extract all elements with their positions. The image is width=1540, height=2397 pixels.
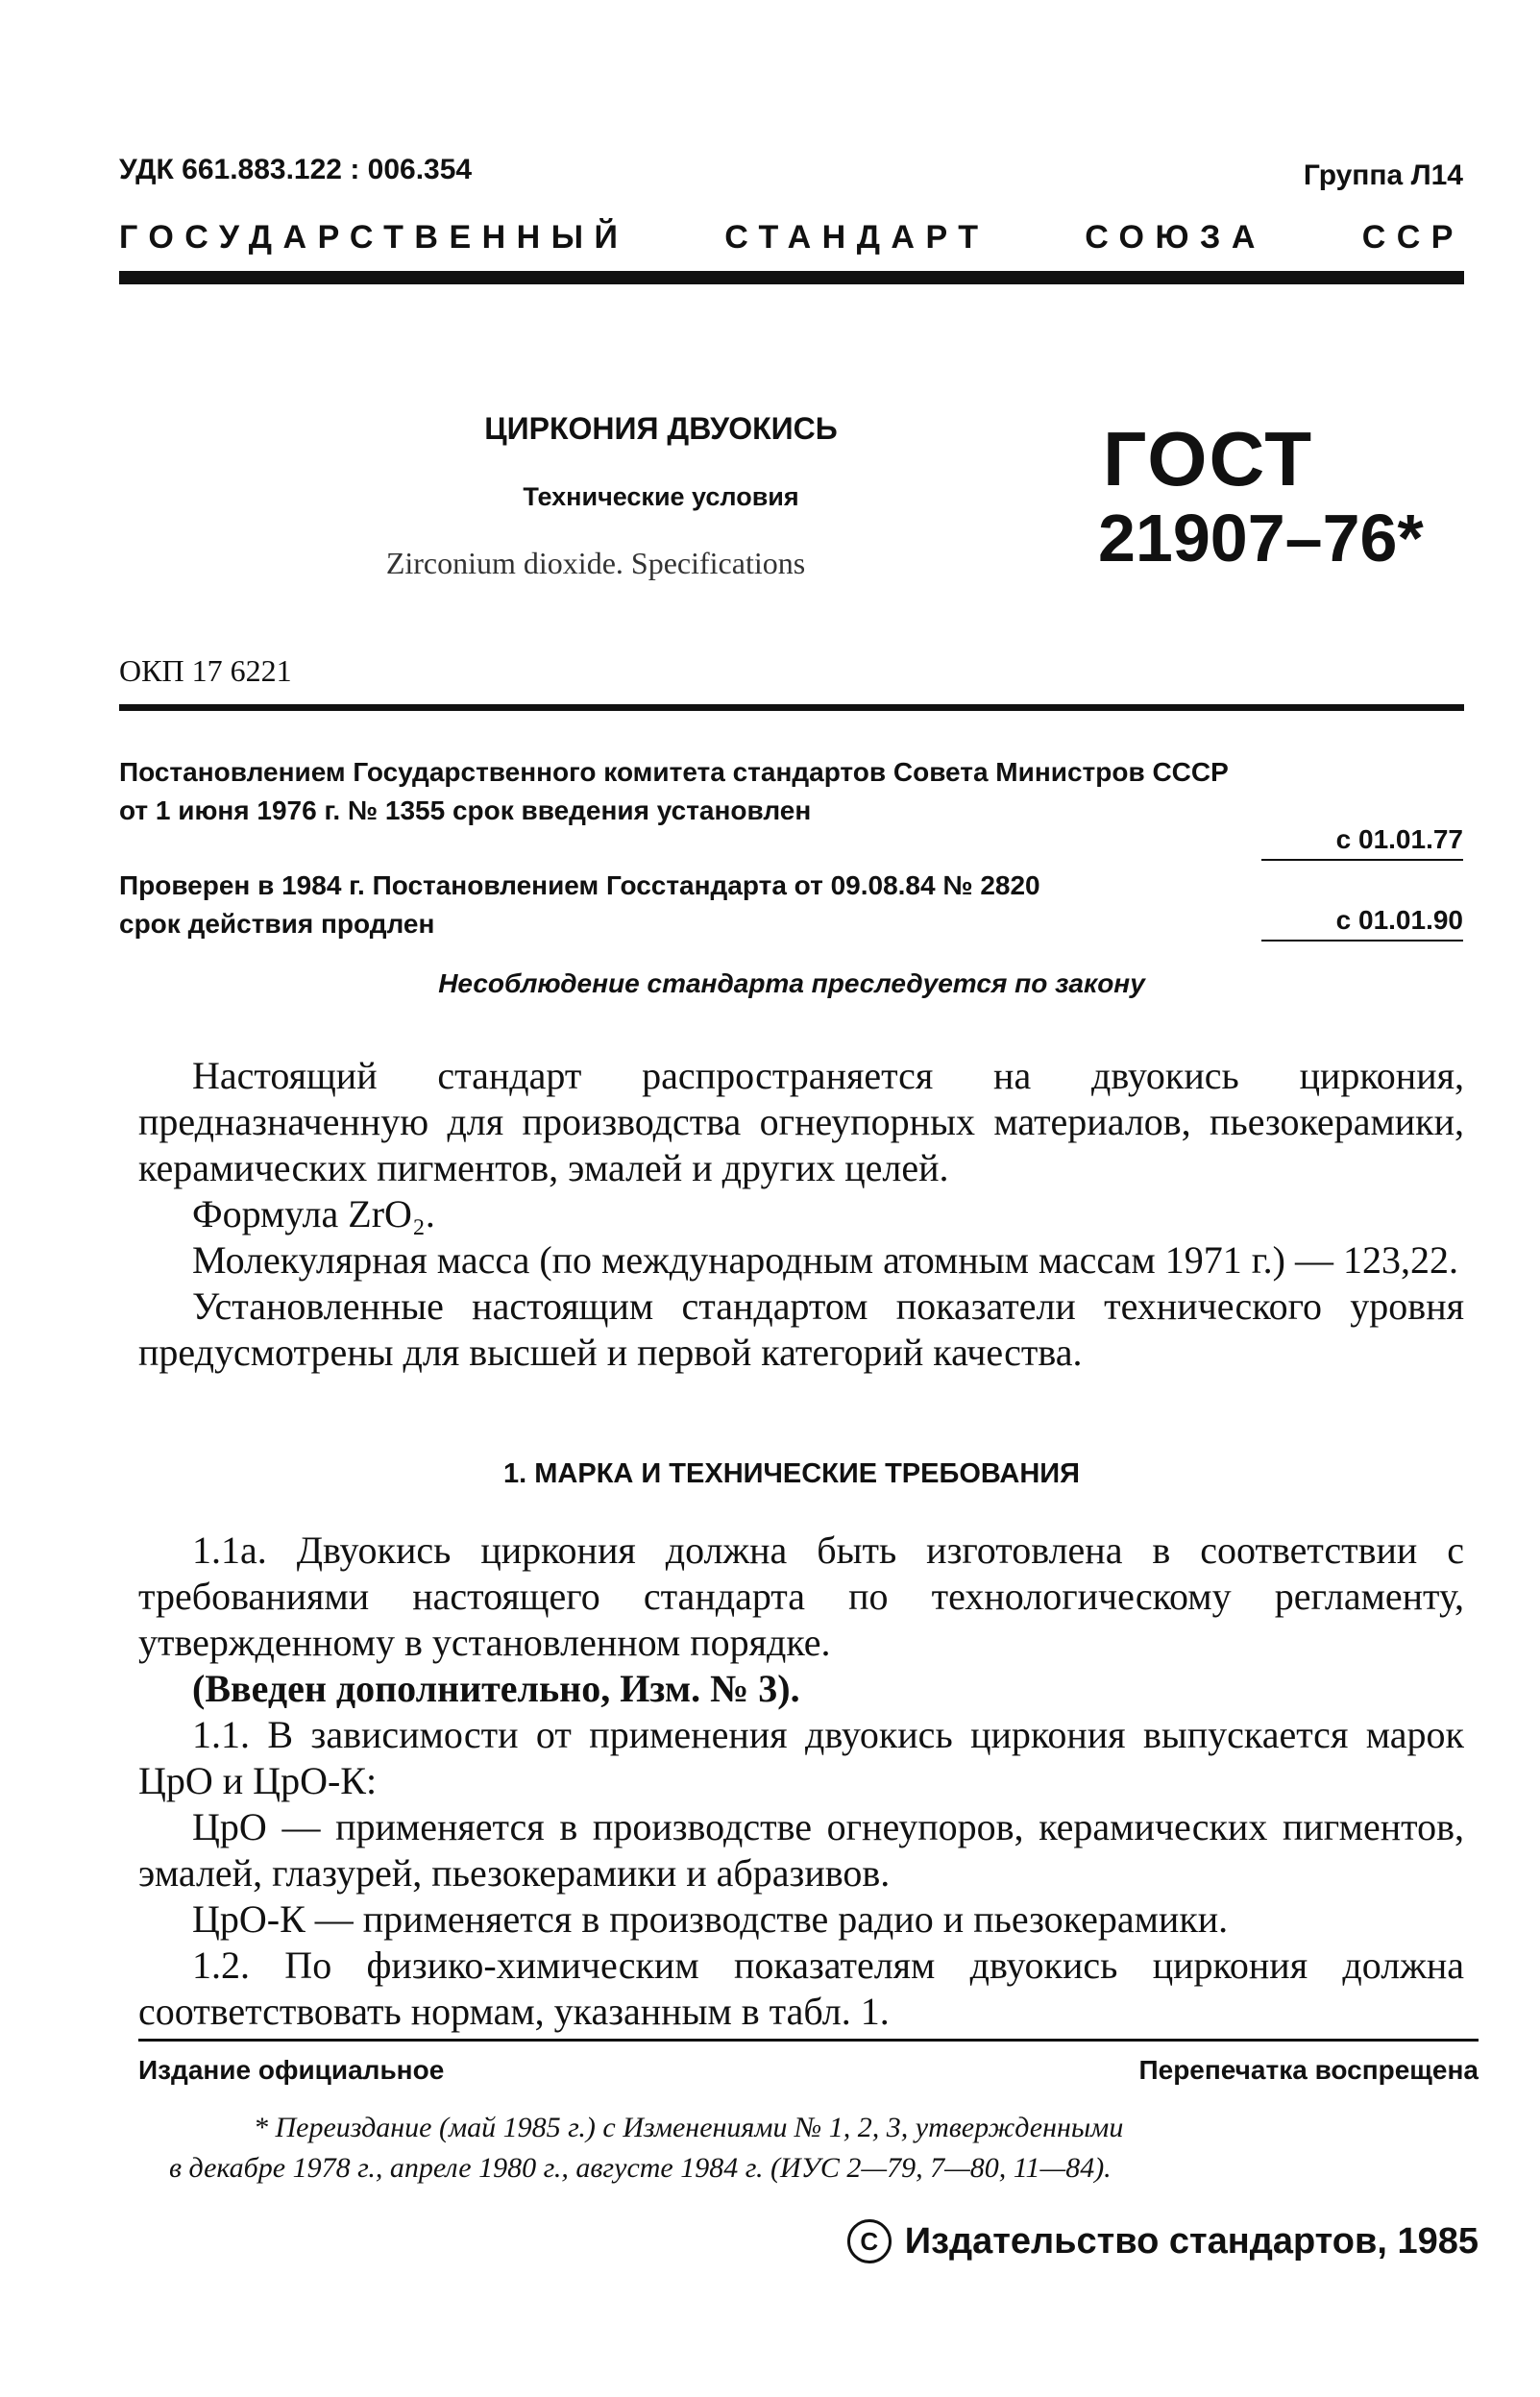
state-word-2: СТАНДАРТ — [724, 219, 990, 256]
review-block — [119, 867, 1040, 943]
copyright-line — [847, 2219, 1479, 2263]
section-1-body — [138, 1528, 1464, 2035]
extended-date: с 01.01.90 — [1261, 905, 1463, 942]
section-heading: 1. МАРКА И ТЕХНИЧЕСКИЕ ТРЕБОВАНИЯ — [503, 1458, 1080, 1489]
decree-line-1: Постановлением Государственного комитета стандартов Совета Министров СССР — [119, 757, 1229, 787]
paragraph-1-1: 1.1. В зависимости от применения двуокись циркония выпускается марок ЦрО и ЦрО-К: — [138, 1713, 1464, 1802]
udk-code: УДК 661.883.122 : 006.354 — [119, 154, 473, 185]
state-word-3: СОЮЗА — [1085, 219, 1266, 256]
reissue-footnote — [119, 2108, 1464, 2189]
intro-section — [138, 1053, 1464, 1376]
gost-number: 21907–76* — [1098, 501, 1424, 575]
footer-rule — [138, 2039, 1479, 2042]
state-standard-heading — [119, 219, 1464, 257]
official-edition: Издание официальное — [138, 2055, 445, 2085]
intro-paragraph-1: Настоящий стандарт распространяется на двуокись циркония, предназначенную для производства огнеупорных материалов, пьезокерамики, керамических пигментов, эмалей и других целей. — [138, 1054, 1464, 1189]
document-title: ЦИРКОНИЯ ДВУОКИСЬ — [484, 411, 838, 446]
legal-notice: Несоблюдение стандарта преследуется по закону — [438, 968, 1145, 998]
copyright-icon: C — [847, 2219, 892, 2263]
intro-paragraph-4: Установленные настоящим стандартом показатели технического уровня предусмотрены для высшей и первой категорий качества. — [138, 1284, 1464, 1374]
title-rule — [119, 704, 1464, 711]
footnote-line-1: * Переиздание (май 1985 г.) с Изменениями № 1, 2, 3, утвержденными — [254, 2112, 1124, 2143]
intro-molecular-mass: Молекулярная масса (по международным атомным массам 1971 г.) — 123,22. — [192, 1238, 1458, 1282]
effective-date: с 01.01.77 — [1261, 824, 1463, 861]
footnote-line-2: в декабре 1978 г., апреле 1980 г., августе 1984 г. (ИУС 2—79, 7—80, 11—84). — [169, 2152, 1112, 2184]
english-title: Zirconium dioxide. Specifications — [385, 546, 806, 580]
review-line-1: Проверен в 1984 г. Постановлением Госстандарта от 09.08.84 № 2820 — [119, 870, 1040, 900]
paragraph-1-1a: 1.1а. Двуокись циркония должна быть изготовлена в соответствии с требованиями настоящего стандарта по технологическому регламенту, утвержденному в установленном порядке. — [138, 1529, 1464, 1664]
okp-code: ОКП 17 6221 — [119, 653, 292, 688]
decree-line-2: от 1 июня 1976 г. № 1355 срок введения установлен — [119, 795, 812, 825]
copyright-text: Издательство стандартов, 1985 — [904, 2220, 1479, 2262]
group-code: Группа Л14 — [1303, 159, 1463, 191]
intro-formula: Формула ZrO₂. — [192, 1192, 435, 1235]
state-word-4: ССР — [1361, 219, 1464, 256]
amendment-note: (Введен дополнительно, Изм. № 3). — [192, 1667, 800, 1710]
decree-block — [119, 753, 1229, 830]
review-line-2: срок действия продлен — [119, 909, 435, 939]
paragraph-1-2: 1.2. По физико-химическим показателям двуокись циркония должна соответствовать нормам, указанным в табл. 1. — [138, 1944, 1464, 2033]
header-rule — [119, 271, 1464, 284]
paragraph-cro-k: ЦрО-К — применяется в производстве радио и пьезокерамики. — [192, 1897, 1229, 1941]
gost-label: ГОСТ — [1103, 416, 1314, 501]
paragraph-cro: ЦрО — применяется в производстве огнеупоров, керамических пигментов, эмалей, глазурей, пьезокерамики и абразивов. — [138, 1805, 1464, 1895]
document-subtitle: Технические условия — [523, 482, 799, 511]
state-word-1: ГОСУДАРСТВЕННЫЙ — [119, 219, 629, 256]
reprint-prohibited: Перепечатка воспрещена — [1138, 2055, 1479, 2085]
